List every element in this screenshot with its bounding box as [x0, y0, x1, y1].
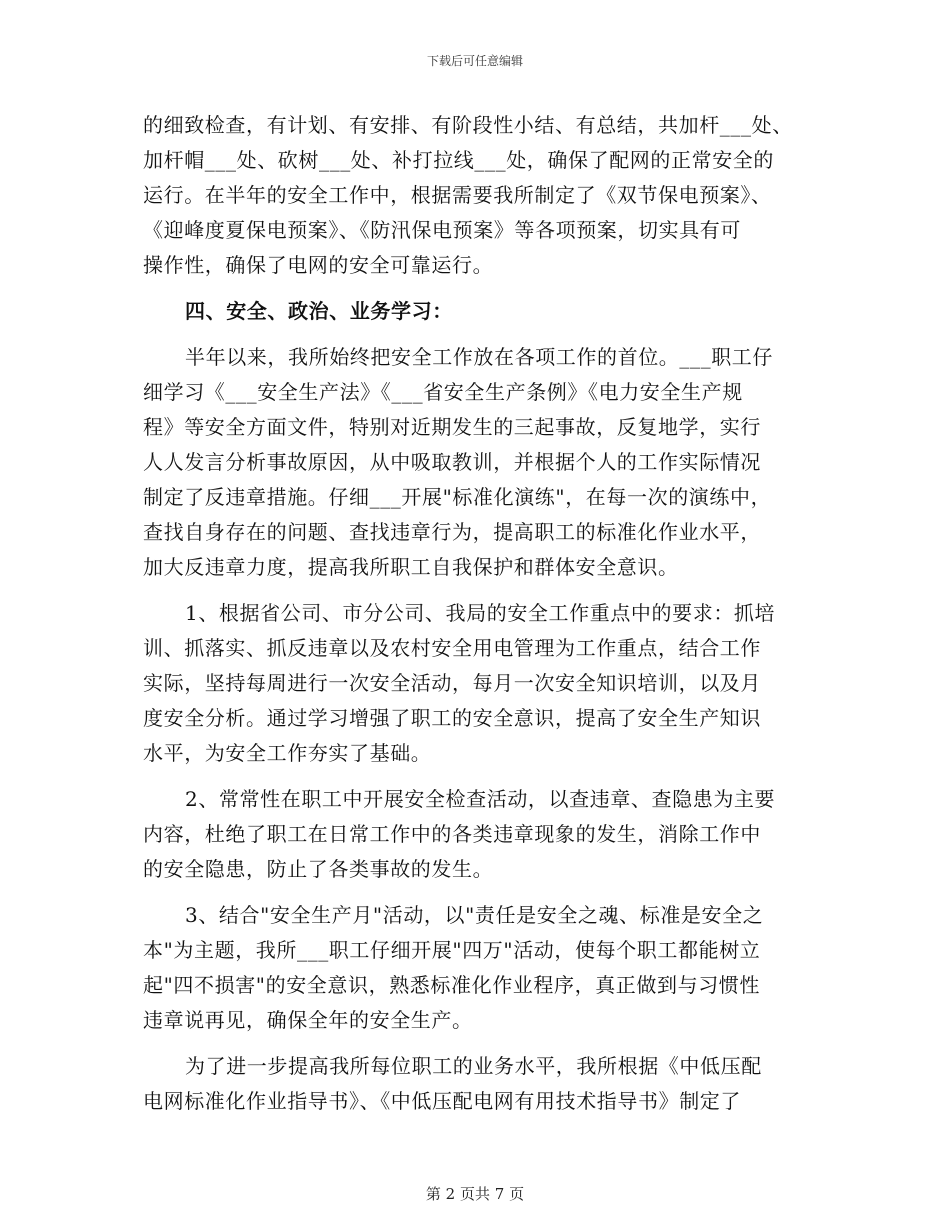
paragraph-gap: [143, 887, 809, 898]
body-text-line: 半年以来，我所始终把安全工作放在各项工作的首位。___职工仔: [185, 345, 773, 369]
body-text-line: 2、常常性在职工中开展安全检查活动，以查违章、查隐患为主要: [185, 787, 776, 811]
body-text-line: 违章说再见，确保全年的安全生产。: [143, 1008, 473, 1032]
body-text-line: 细学习《___安全生产法》《___省安全生产条例》《电力安全生产规: [143, 380, 743, 404]
body-text-line: 电网标准化作业指导书》、《中低压配电网有用技术指导书》制定了: [143, 1089, 741, 1113]
body-text-line: 的细致检查，有计划、有安排、有阶段性小结、有总结，共加杆___处、: [143, 113, 793, 137]
body-text-line: 实际，坚持每周进行一次安全活动，每月一次安全知识培训，以及月: [143, 671, 761, 695]
body-text-line: 人人发言分析事故原因，从中吸取教训，并根据个人的工作实际情况: [143, 450, 761, 474]
body-text-line: 加大反违章力度，提高我所职工自我保护和群体安全意识。: [143, 555, 679, 579]
body-text-line: 度安全分析。通过学习增强了职工的安全意识，提高了安全生产知识: [143, 706, 761, 730]
paragraph-gap: [143, 329, 809, 340]
body-text-line: 查找自身存在的问题、查找违章行为，提高职工的标准化作业水平，: [143, 520, 761, 544]
body-text-line: 运行。在半年的安全工作中，根据需要我所制定了《双节保电预案》、: [143, 183, 772, 207]
page-footer: 第 2 页共 7 页: [425, 1185, 525, 1203]
document-body: [143, 108, 809, 1119]
paragraph-gap: [143, 1038, 809, 1049]
body-text-line: 水平，为安全工作夯实了基础。: [143, 741, 432, 765]
body-text-line: 起"四不损害"的安全意识，熟悉标准化作业程序，真正做到与习惯性: [143, 973, 760, 997]
section-heading: 四、安全、政治、业务学习：: [185, 299, 453, 323]
body-text-line: 的安全隐患，防止了各类事故的发生。: [143, 857, 494, 881]
body-text-line: 制定了反违章措施。仔细___开展"标准化演练"，在每一次的演练中，: [143, 485, 772, 509]
body-text-line: 为了进一步提高我所每位职工的业务水平，我所根据《中低压配: [185, 1054, 762, 1078]
body-text-line: 训、抓落实、抓反违章以及农村安全用电管理为工作重点，结合工作: [143, 636, 761, 660]
body-text-line: 本"为主题，我所___职工仔细开展"四万"活动，使每个职工都能树立: [143, 938, 761, 962]
body-text-line: 1、根据省公司、市分公司、我局的安全工作重点中的要求：抓培: [185, 601, 776, 625]
paragraph-gap: [143, 283, 809, 294]
body-text-line: 3、结合"安全生产月"活动，以"责任是安全之魂、标准是安全之: [185, 903, 764, 927]
body-text-line: 加杆帽___处、砍树___处、补打拉线___处，确保了配网的正常安全的: [143, 148, 774, 172]
paragraph-gap: [143, 585, 809, 596]
body-text-line: 《迎峰度夏保电预案》、《防汛保电预案》等各项预案，切实具有可: [143, 218, 741, 242]
body-text-line: 内容，杜绝了职工在日常工作中的各类违章现象的发生，消除工作中: [143, 822, 761, 846]
body-text-line: 程》等安全方面文件，特别对近期发生的三起事故，反复地学，实行: [143, 415, 761, 439]
page-header: 下载后可任意编辑: [426, 54, 523, 68]
paragraph-gap: [143, 771, 809, 782]
body-text-line: 操作性，确保了电网的安全可靠运行。: [143, 253, 494, 277]
